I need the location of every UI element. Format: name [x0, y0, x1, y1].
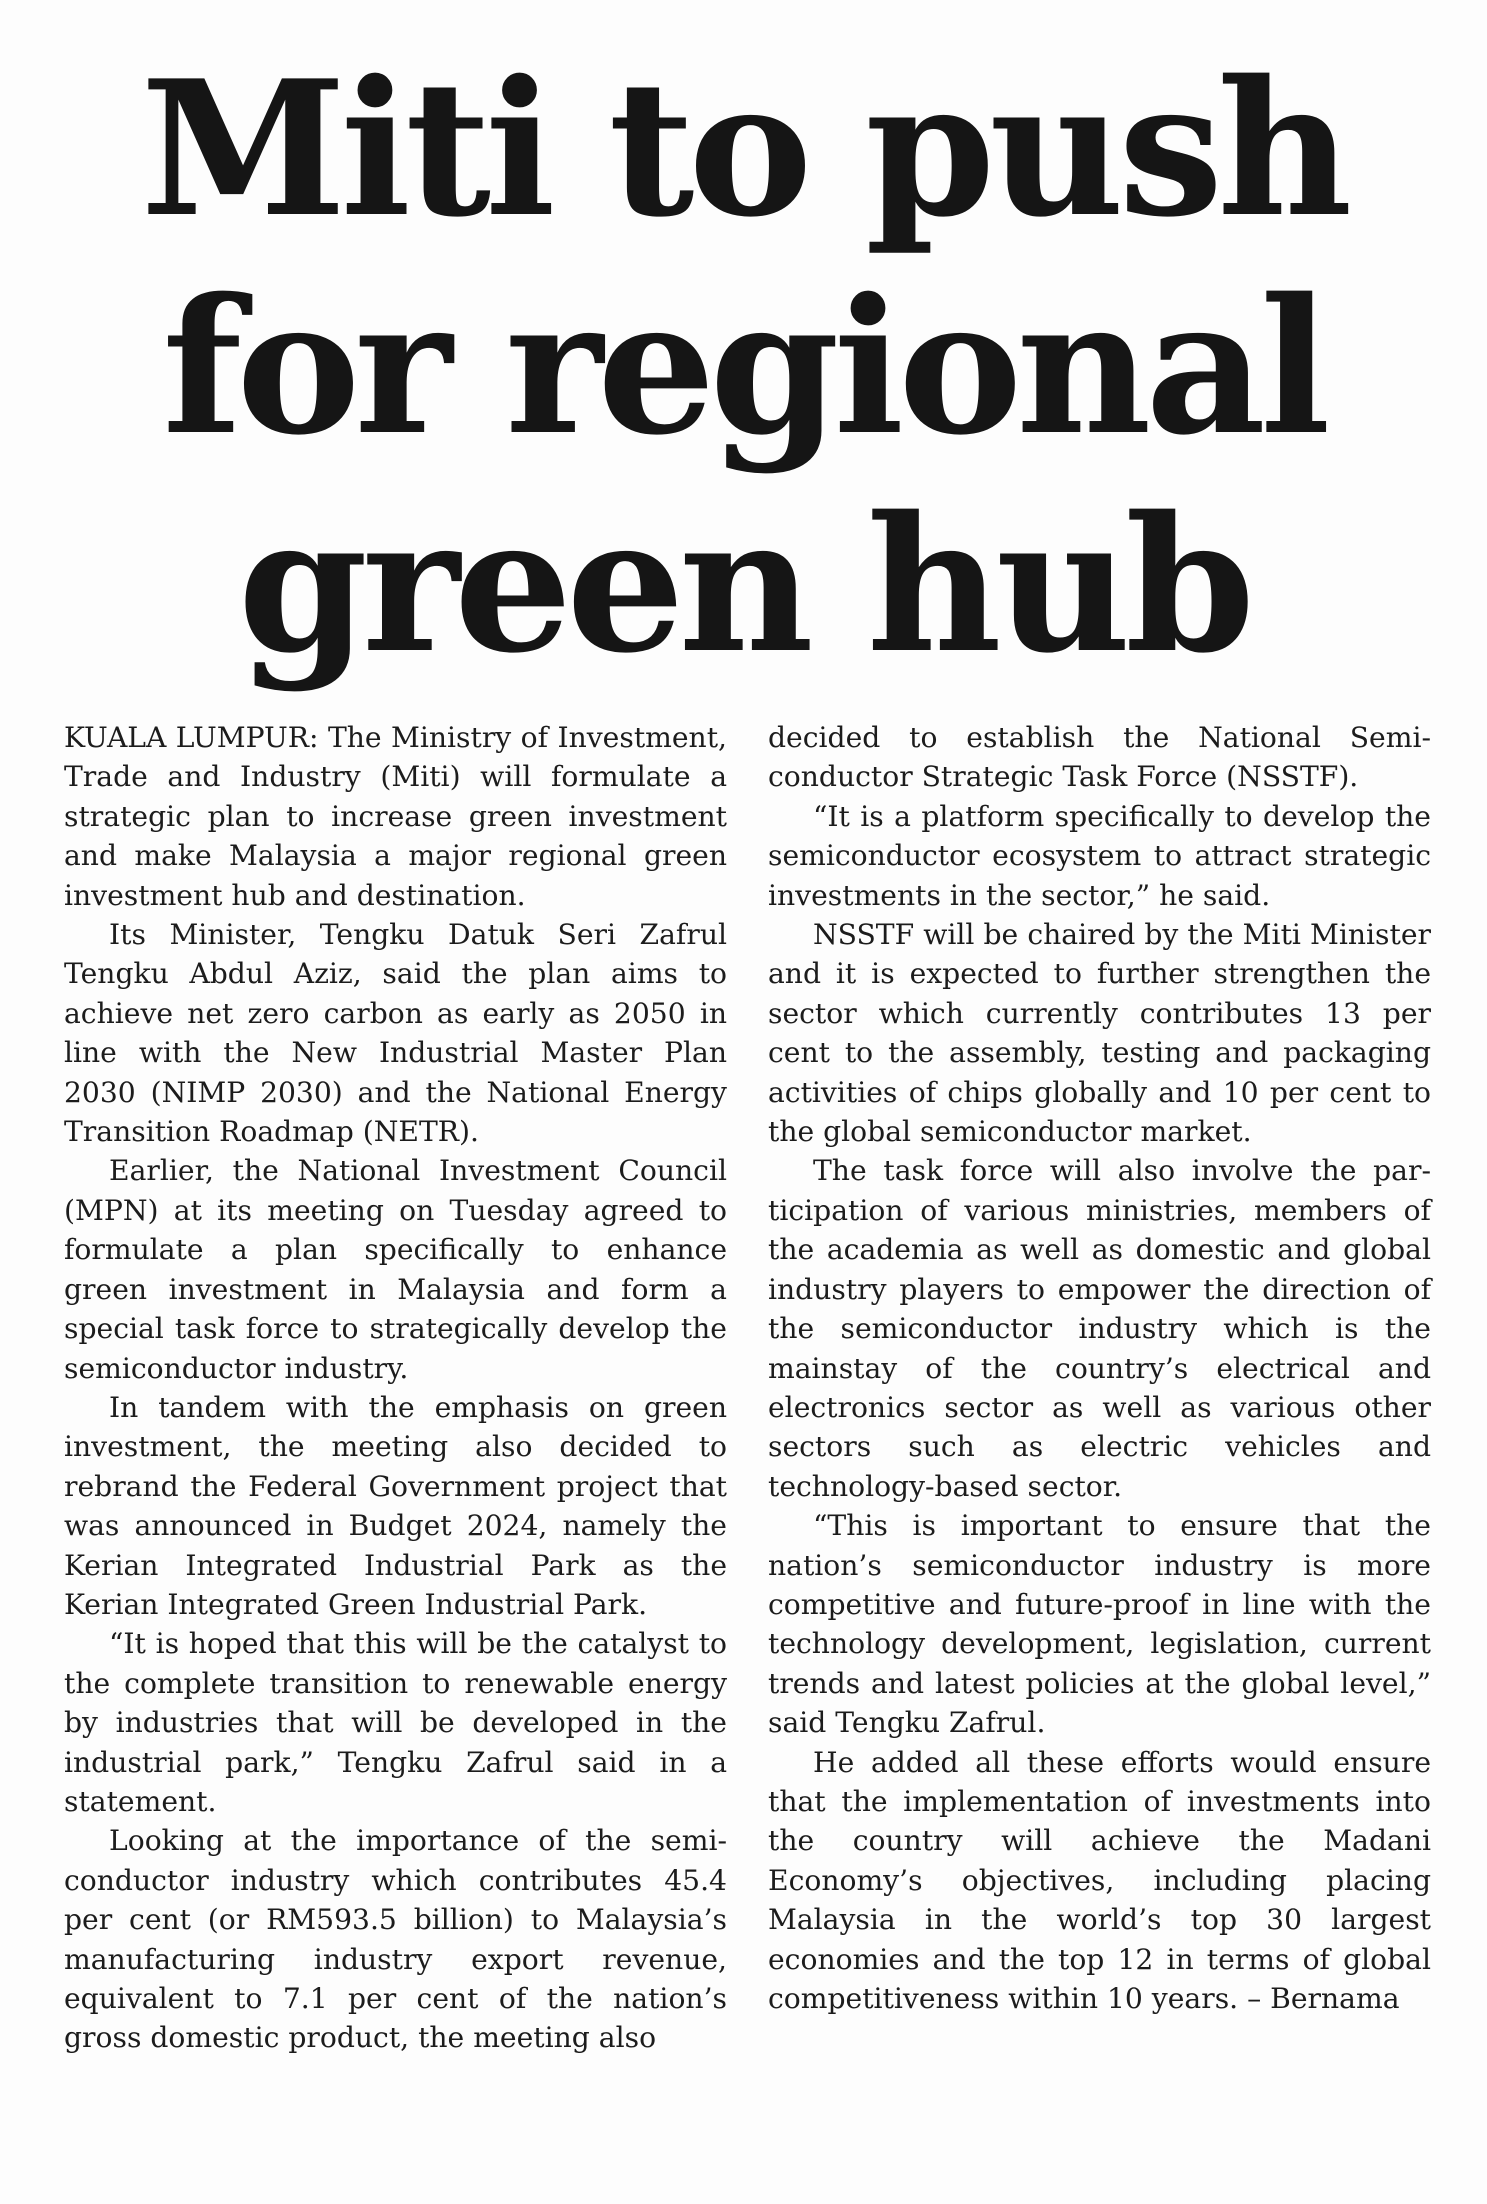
headline-line-3: green hub: [237, 475, 1250, 694]
column-right: [768, 718, 1431, 2018]
article-body: [64, 718, 1431, 2158]
column-left: [64, 718, 727, 2058]
paragraph-6-continued: decided to establish the National Semiconductor Strategic Task Force (NSSTF).: [768, 721, 1431, 794]
headline: [60, 40, 1427, 694]
dateline: KUALA LUMPUR:: [64, 721, 319, 754]
paragraph-6: Looking at the importance of the semiconductor industry which contributes 45.4 per cent (or RM593.5 billion) to Malaysia’s manufacturing industry export revenue, equivalent to 7.1 per cent of the nation’s gross domestic product, the meeting also: [64, 1824, 727, 2055]
headline-line-1: Miti to push: [140, 39, 1347, 258]
paragraph-1-text: The Ministry of Investment, Trade and Industry (Miti) will formulate a strategic plan to increase green investment and make Malaysia a major regional green investment hub and destination.: [64, 721, 727, 912]
paragraph-3: Earlier, the National Investment Council (MPN) at its meeting on Tuesday agreed to formulate a plan specifically to enhance green investment in Malaysia and form a special task force to strategically develop the semiconductor industry.: [64, 1154, 727, 1385]
paragraph-7: “It is a platform specifically to develop the semiconductor ecosystem to attract strategic investments in the sector,” he said.: [768, 799, 1431, 912]
headline-line-2: for regional: [162, 257, 1325, 476]
paragraph-1: [64, 718, 727, 915]
paragraph-9: The task force will also involve the participation of various ministries, members of the academia as well as domestic and global industry players to empower the direction of the semiconductor industry which is the mainstay of the country’s electrical and electronics sector as well as various other sectors such as electric vehicles and technology-based sector.: [768, 1154, 1431, 1503]
paragraph-2: Its Minister, Tengku Datuk Seri Zafrul Tengku Abdul Aziz, said the plan aims to achieve net zero carbon as early as 2050 in line with the New Industrial Master Plan 2030 (NIMP 2030) and the National Energy Transition Roadmap (NETR).: [64, 918, 727, 1149]
paragraph-8: NSSTF will be chaired by the Miti Minister and it is expected to further strengthen the sector which currently contributes 13 per cent to the assembly, testing and packaging activities of chips globally and 10 per cent to the global semiconductor market.: [768, 918, 1431, 1149]
paragraph-11: He added all these efforts would ensure that the implementation of investments into the country will achieve the Madani Economy’s objectives, including placing Malaysia in the world’s top 30 largest economies and the top 12 in terms of global competitiveness within 10 years. – Bernama: [768, 1745, 1431, 2015]
paragraph-4: In tandem with the emphasis on green investment, the meeting also decided to rebrand the Federal Government project that was announced in Budget 2024, namely the Kerian Integrated Industrial Park as the Kerian Integrated Green Industrial Park.: [64, 1390, 727, 1621]
paragraph-5: “It is hoped that this will be the catalyst to the complete transition to renewable energy by industries that will be developed in the industrial park,” Tengku Zafrul said in a statement.: [64, 1627, 727, 1818]
paragraph-10: “This is important to ensure that the nation’s semiconductor industry is more competitive and future-proof in line with the technology development, legislation, current trends and latest policies at the global level,” said Tengku Zafrul.: [768, 1509, 1431, 1740]
